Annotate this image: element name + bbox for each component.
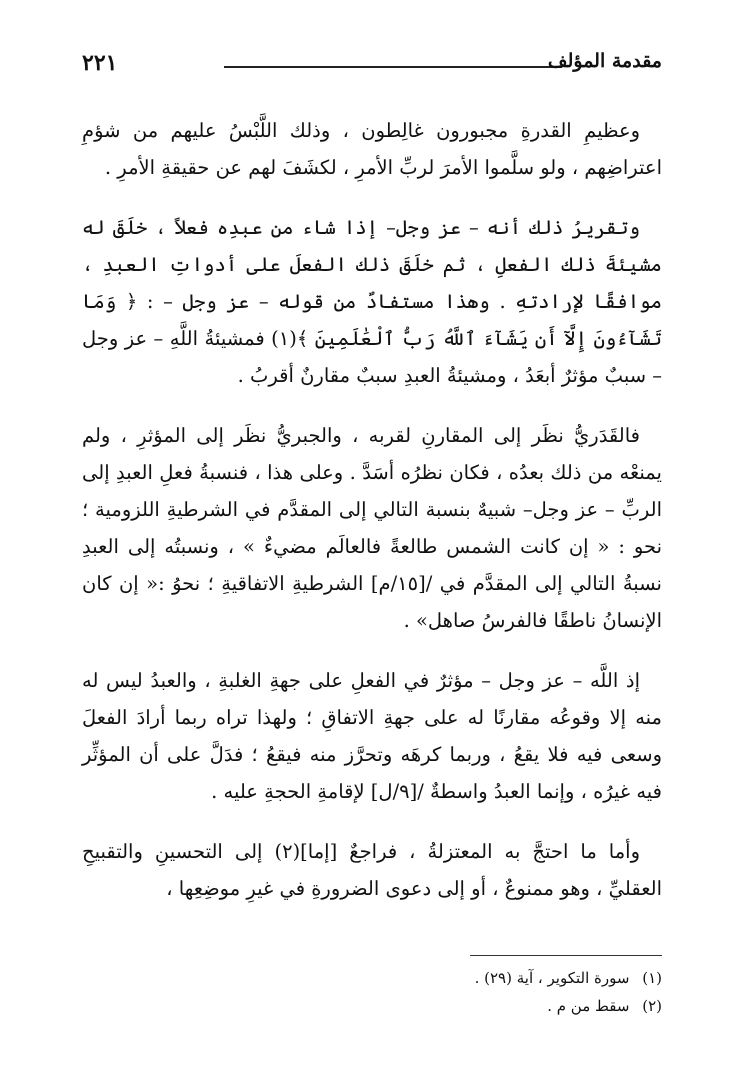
footnote-number: (٢) [642, 997, 662, 1015]
footnote-text: سورة التكوير ، آية (٢٩) . [474, 969, 630, 987]
footnote [82, 992, 662, 1020]
footnotes [82, 964, 662, 1020]
paragraph: فالقَدَريُّ نظَر إلى المقارنِ لقربه ، والجبريُّ نظَر إلى المؤثرِ ، ولم يمنعْه من ذلك بعدُه ، فكان نظرُه أسَدَّ . وعلى هذا ، فنسبةُ فعلِ العبدِ إلى الربِّ – عز وجل– شبيهٌ بنسبة التالي إلى المقدَّم في الشرطيةِ اللزومية ؛ نحو : « إن كانت الشمس طالعةً فالعالَم مضيءٌ » ، ونسبتُه إلى العبدِ نسبةُ التالي إلى المقدَّم في /[١٥/م] الشرطيةِ الاتفاقيةِ ؛ نحوُ :« إن كان الإنسانُ ناطقًا فالفرسُ صاهل» . [82, 424, 662, 632]
page-header [82, 50, 662, 82]
paragraph: وأما ما احتجَّ به المعتزلةُ ، فراجعٌ [إما](٢) إلى التحسينِ والتقبيحِ العقليِّ ، وهو ممنوعٌ ، أو إلى دعوى الضرورةِ في غيرِ موضِعِها ، [82, 840, 662, 900]
header-rule [224, 66, 562, 68]
page-number: ٢٢١ [82, 50, 118, 76]
running-title: مقدمة المؤلف [547, 50, 662, 72]
footnote-number: (١) [642, 969, 662, 987]
paragraph: إذ اللَّه – عز وجل – مؤثرٌ في الفعلِ على جهةِ الغلبةِ ، والعبدُ ليس له منه إلا وقوعُه مقارنًا له على جهةِ الاتفاقِ ؛ ولهذا تراه ربما أرادَ الفعلَ وسعى فيه فلا يقعُ ، وربما كرهَه وتحرَّز منه فيقعُ ؛ فدَلَّ على أن المؤثِّر فيه غيرُه ، وإنما العبدُ واسطةٌ /[٩/ل] لإقامةِ الحجةِ عليه . [82, 669, 662, 803]
paragraph: وتقريرُ ذلك أنه – عز وجل– إذا شاء من عبدِه فعلاً ، خلَقَ له مشيئةَ ذلك الفعلِ ، ثم خلَقَ ذلك الفعلَ على أدواتِ العبدِ ، موافقًا لإرادتهِ . وهذا مستفادٌ من قوله – عز وجل – : ﴿ وَمَا تَشَآءُونَ إِلَّآ أَن يَشَآءَ ٱللَّهُ رَبُّ ٱلْعَٰلَمِينَ ﴾(١) فمشيئةُ اللَّهِ – عز وجل – سببٌ مؤثرٌ أبعَدُ ، ومشيئةُ العبدِ سببٌ مقارنٌ أقربُ . [82, 216, 663, 387]
footnote-rule [470, 955, 662, 956]
paragraph: وعظيمِ القدرةِ مجبورون غالِطون ، وذلك اللَّبْسُ عليهم من شؤمِ اعتراضِهم ، ولو سلَّموا الأمرَ لربِّ الأمرِ ، لكشَفَ لهم عن حقيقةِ الأمرِ . [82, 119, 662, 179]
footnote-text: سقط من م . [547, 997, 630, 1015]
footnote [82, 964, 662, 992]
body-text [82, 112, 662, 930]
